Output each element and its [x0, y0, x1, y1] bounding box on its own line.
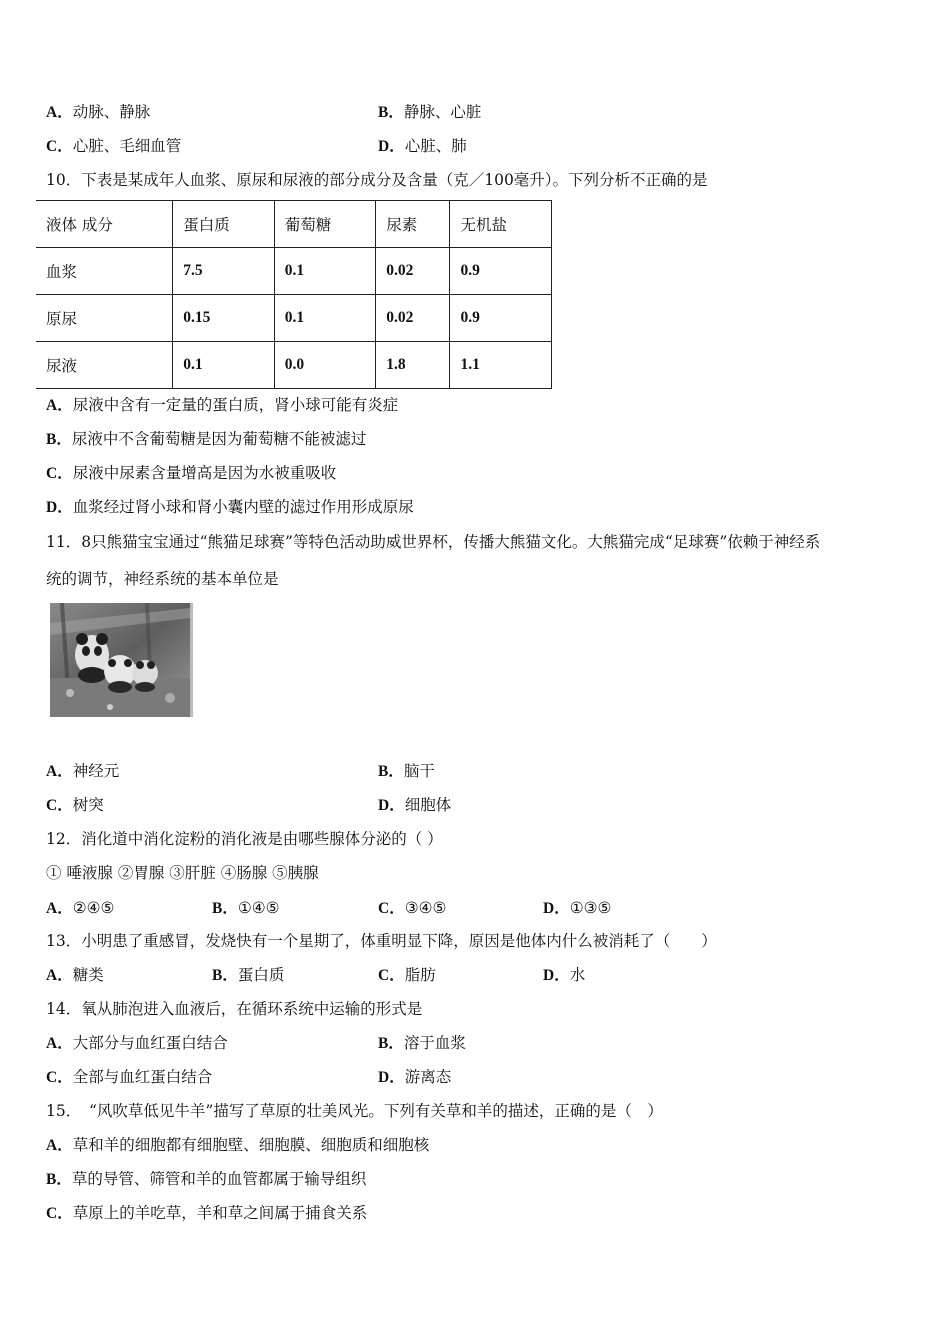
table-cell: 0.1 [173, 342, 275, 389]
q13-option-c: C．脂肪 [378, 966, 436, 984]
q12-list: ① 唾液腺 ②胃腺 ③肝脏 ④肠腺 ⑤胰腺 [46, 864, 319, 882]
q11-option-b: B．脑干 [378, 762, 435, 780]
table-cell: 0.02 [376, 248, 450, 295]
q13-stem: 13．小明患了重感冒，发烧快有一个星期了，体重明显下降，原因是他体内什么被消耗了（ ） [46, 932, 717, 950]
q14-stem: 14．氧从肺泡进入血液后，在循环系统中运输的形式是 [46, 1000, 423, 1018]
q15-stem: 15． “风吹草低见牛羊”描写了草原的壮美风光。下列有关草和羊的描述，正确的是（ ） [46, 1102, 663, 1120]
table-header-cell: 葡萄糖 [274, 201, 376, 248]
q10-option-c: C．尿液中尿素含量增高是因为水被重吸收 [46, 464, 337, 482]
q15-option-b: B．草的导管、筛管和羊的血管都属于输导组织 [46, 1170, 367, 1188]
table-cell: 0.9 [450, 295, 552, 342]
q14-option-b: B．溶于血浆 [378, 1034, 466, 1052]
q13-option-a: A．糖类 [46, 966, 104, 984]
q12-option-a: A．②④⑤ [46, 899, 115, 917]
table-header-row [36, 201, 552, 248]
q10-option-d: D．血浆经过肾小球和肾小囊内壁的滤过作用形成原尿 [46, 498, 414, 516]
table-cell: 尿液 [36, 342, 173, 389]
q13-option-d: D．水 [543, 966, 586, 984]
table-cell: 0.0 [274, 342, 376, 389]
q11-option-d: D．细胞体 [378, 796, 452, 814]
table-row [36, 295, 552, 342]
table-row [36, 342, 552, 389]
q15-option-c: C．草原上的羊吃草，羊和草之间属于捕食关系 [46, 1204, 368, 1222]
q11-stem-line1: 11．8只熊猫宝宝通过“熊猫足球赛”等特色活动助威世界杯，传播大熊猫文化。大熊猫完成“足球赛”依赖于神经系 [46, 533, 821, 551]
q10-option-b: B．尿液中不含葡萄糖是因为葡萄糖不能被滤过 [46, 430, 367, 448]
q10-stem: 10．下表是某成年人血浆、原尿和尿液的部分成分及含量（克／100毫升）。下列分析不正确的是 [46, 171, 708, 189]
q13-option-b: B．蛋白质 [212, 966, 285, 984]
q12-option-d: D．①③⑤ [543, 899, 612, 917]
table-cell: 1.1 [450, 342, 552, 389]
q9-option-a: A．动脉、静脉 [46, 103, 151, 121]
q11-option-c: C．树突 [46, 796, 104, 814]
q14-option-a: A．大部分与血红蛋白结合 [46, 1034, 228, 1052]
panda-photo [50, 603, 193, 717]
q14-option-d: D．游离态 [378, 1068, 452, 1086]
q12-stem: 12．消化道中消化淀粉的消化液是由哪些腺体分泌的（ ） [46, 830, 443, 848]
table-cell: 0.1 [274, 248, 376, 295]
table-cell: 血浆 [36, 248, 173, 295]
q9-option-d: D．心脏、肺 [378, 137, 467, 155]
table-cell: 0.9 [450, 248, 552, 295]
q9-option-c: C．心脏、毛细血管 [46, 137, 182, 155]
table-header-cell: 液体 成分 [36, 201, 173, 248]
q11-stem-line2: 统的调节，神经系统的基本单位是 [46, 570, 279, 588]
table-row [36, 248, 552, 295]
table-header-cell: 蛋白质 [173, 201, 275, 248]
q10-option-a: A．尿液中含有一定量的蛋白质，肾小球可能有炎症 [46, 396, 399, 414]
q15-option-a: A．草和羊的细胞都有细胞壁、细胞膜、细胞质和细胞核 [46, 1136, 430, 1154]
table-header-cell: 尿素 [376, 201, 450, 248]
q12-option-b: B．①④⑤ [212, 899, 280, 917]
q9-option-b: B．静脉、心脏 [378, 103, 482, 121]
table-cell: 0.15 [173, 295, 275, 342]
q10-table [36, 200, 552, 389]
table-cell: 7.5 [173, 248, 275, 295]
q14-option-c: C．全部与血红蛋白结合 [46, 1068, 213, 1086]
table-cell: 1.8 [376, 342, 450, 389]
table-header-cell: 无机盐 [450, 201, 552, 248]
table-cell: 0.1 [274, 295, 376, 342]
table-cell: 0.02 [376, 295, 450, 342]
table-cell: 原尿 [36, 295, 173, 342]
q11-option-a: A．神经元 [46, 762, 120, 780]
q12-option-c: C．③④⑤ [378, 899, 447, 917]
